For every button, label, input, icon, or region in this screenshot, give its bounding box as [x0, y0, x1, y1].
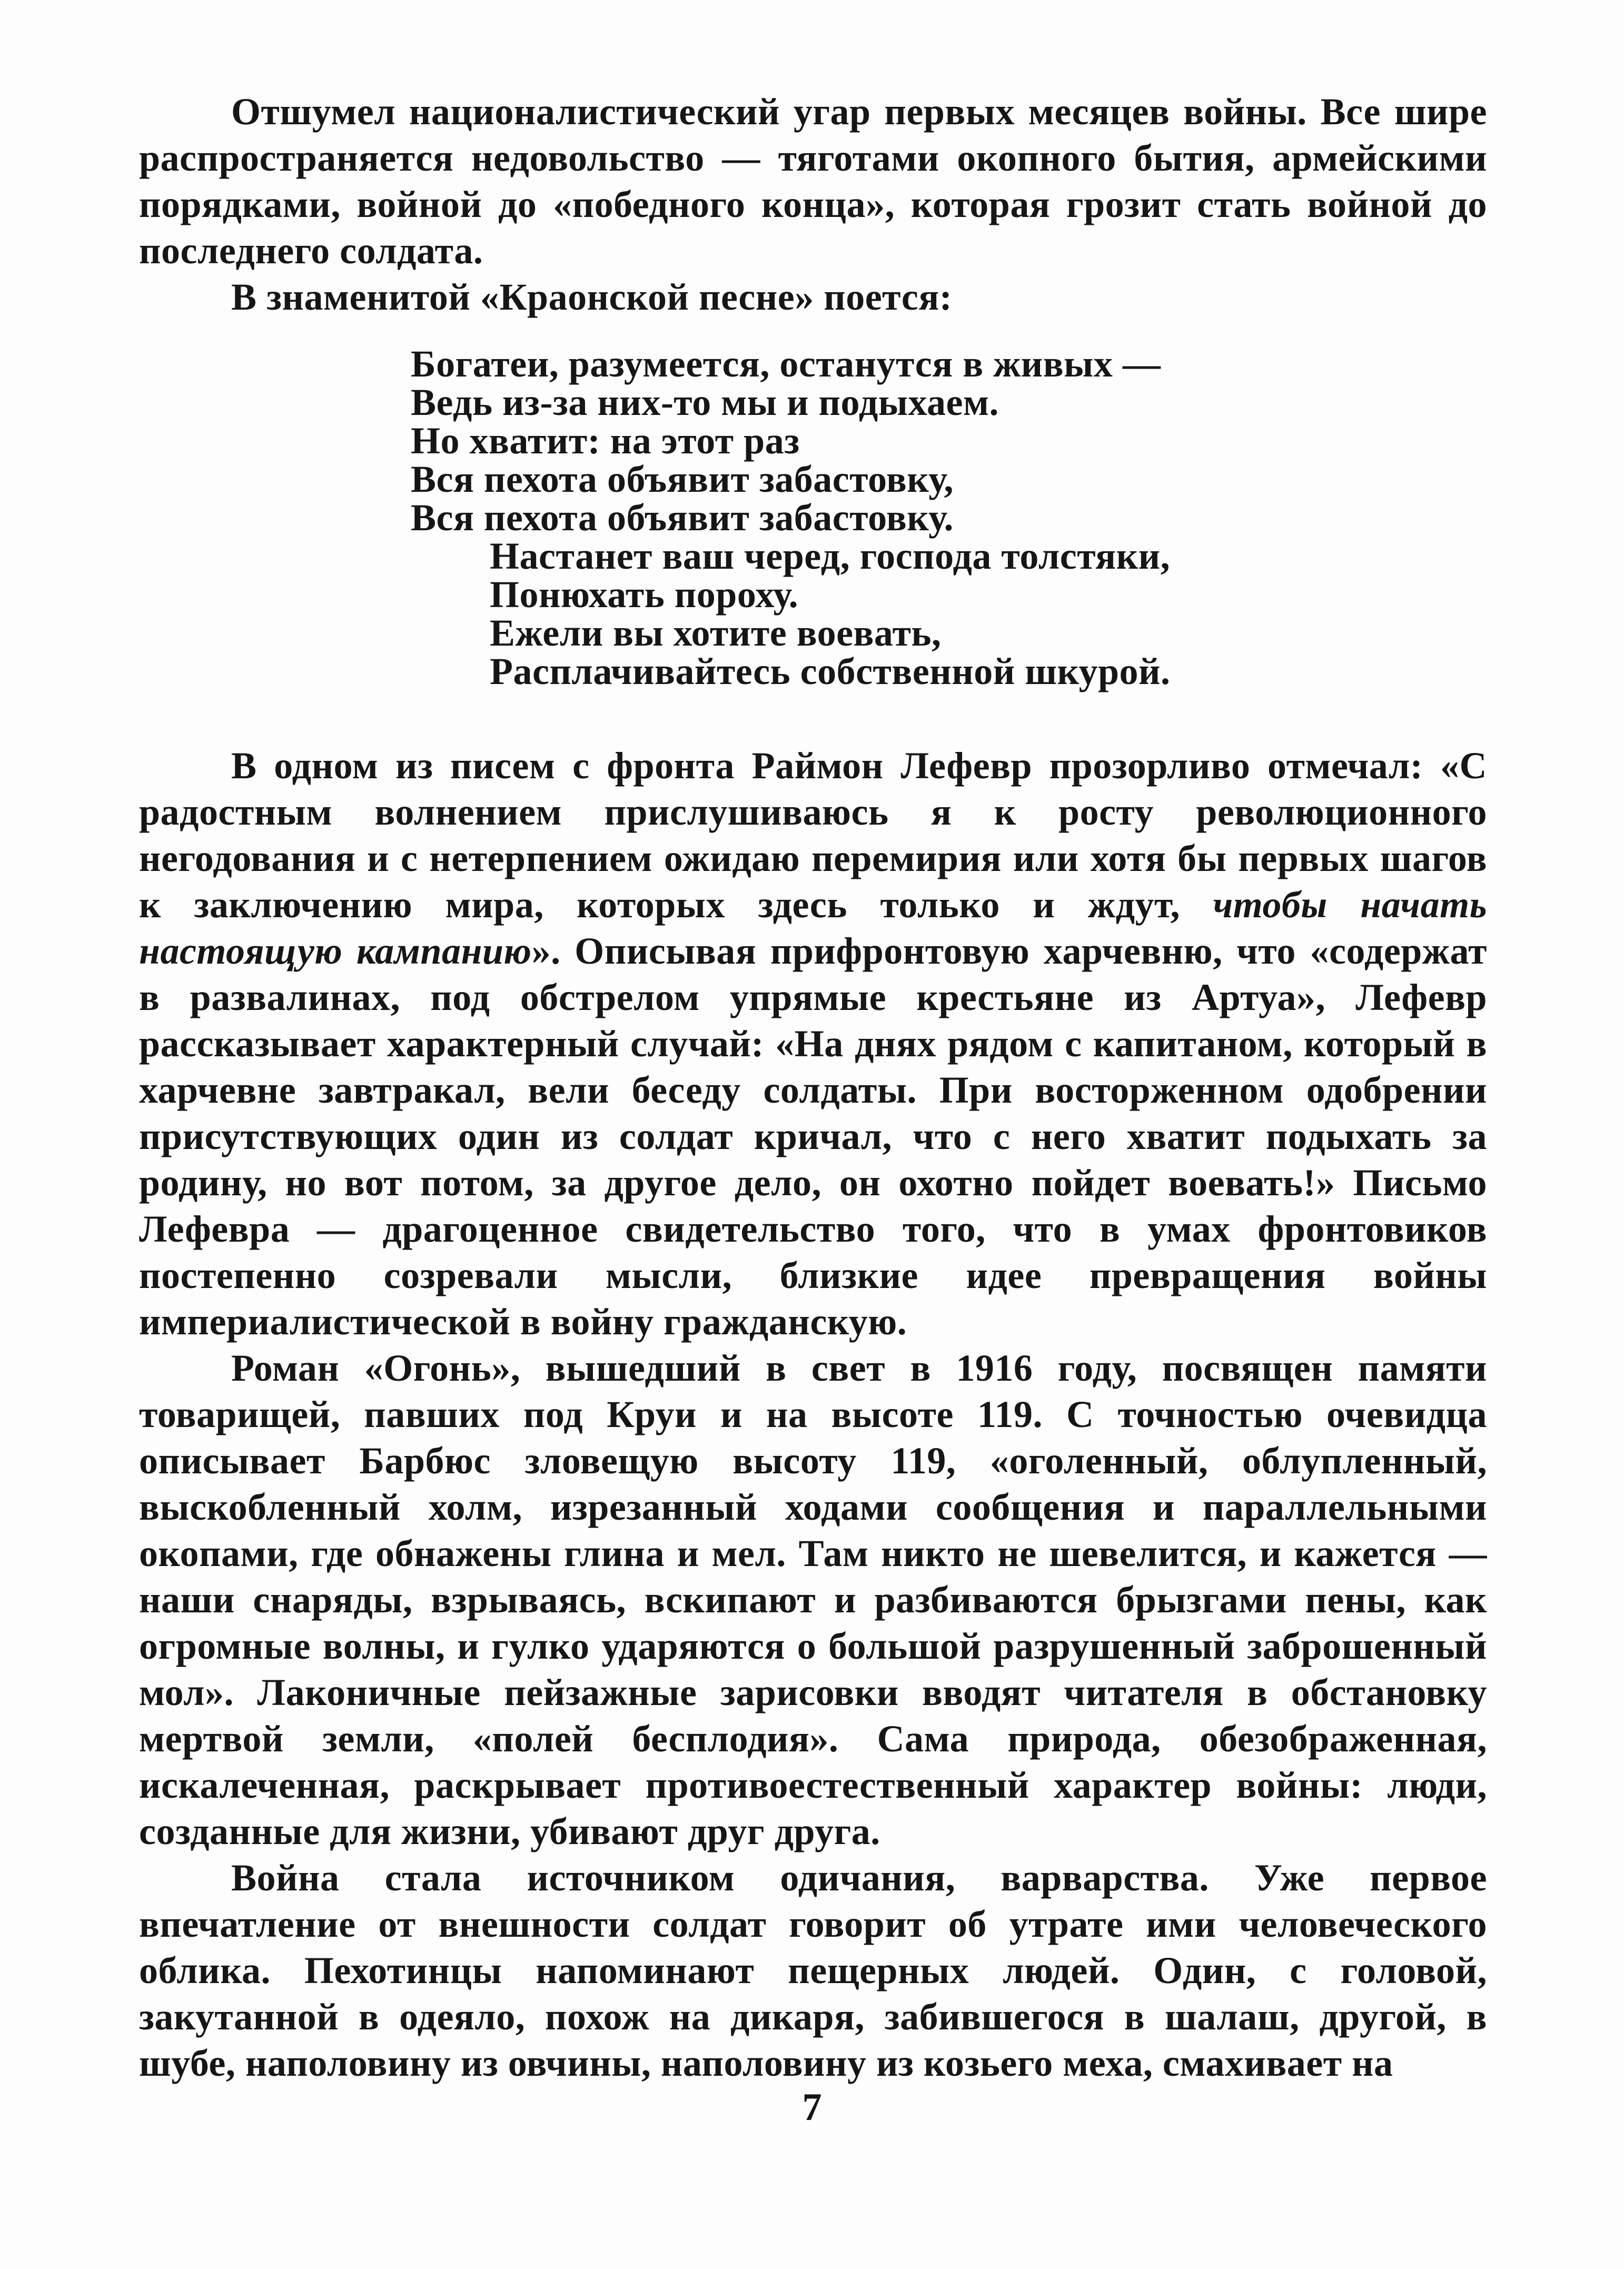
- paragraph-2: [139, 742, 1487, 1345]
- paragraph-2-italic: чтобы начать настоящую кампанию: [139, 884, 1487, 972]
- poem-line: Богатеи, разумеется, останутся в живых —: [411, 343, 1161, 385]
- poem-line: Вся пехота объявит забастовку,: [411, 458, 954, 500]
- main-text: [139, 742, 1487, 2086]
- page-number: 7: [802, 2086, 822, 2129]
- poem-line: Понюхать пороху.: [490, 573, 799, 616]
- paragraph-2-part-b: ». Описывая прифронтовую харчевню, что «содержат в развалинах, под обстрелом упрямые крестьяне из Артуа», Лефевр рассказывает характерный случай: «На днях рядом с капитаном, который в харчевне завтракал, вели беседу солдаты. При восторженном одобрении присутствующих один из солдат кричал, что с него хватит подыхать за родину, но вот потом, за другое дело, он охотно пойдет воевать!» Письмо Лефевра — драгоценное свидетельство того, что в умах фронтовиков постепенно созревали мысли, близкие идее превращения войны империалистической в войну гражданскую.: [139, 930, 1487, 1343]
- poem-line: Расплачивайтесь собственной шкурой.: [490, 650, 1171, 692]
- poem-line: Ведь из-за них-то мы и подыхаем.: [411, 381, 999, 423]
- paragraph-3: Роман «Огонь», вышедший в свет в 1916 году, посвящен памяти товарищей, павших под Круи и на высоте 119. С точностью очевидца описывает Барбюс зловещую высоту 119, «оголенный, облупленный, выскобленный холм, изрезанный ходами сообщения и параллельными окопами, где обнажены глина и мел. Там никто не шевелится, и кажется — наши снаряды, взрываясь, вскипают и разбиваются брызгами пены, как огромные волны, и гулко ударяются о большой разрушенный заброшенный мол». Лаконичные пейзажные зарисовки вводят читателя в обстановку мертвой земли, «полей бесплодия». Сама природа, обезображенная, искалеченная, раскрывает противоестественный характер войны: люди, созданные для жизни, убивают друг друга.: [139, 1347, 1487, 1852]
- poem-line: Вся пехота объявит забастовку.: [411, 497, 954, 539]
- top-text: [139, 88, 1487, 320]
- poem-line: Ежели вы хотите воевать,: [490, 612, 942, 654]
- paragraph-1: Отшумел националистический угар первых месяцев войны. Все шире распространяется недовольство — тяготами окопного бытия, армейскими порядками, войной до «победного конца», которая грозит стать войной до последнего солдата.: [139, 91, 1487, 272]
- poem: [411, 345, 1170, 691]
- poem-intro: В знаменитой «Краонской песне» поется:: [231, 276, 953, 318]
- paragraph-4: Война стала источником одичания, варварства. Уже первое впечатление от внешности солдат говорит об утрате ими человеческого облика. Пехотинцы напоминают пещерных людей. Один, с головой, закутанной в одеяло, похож на дикаря, забившегося в шалаш, другой, в шубе, наполовину из овчины, наполовину из козьего меха, смахивает на: [139, 1857, 1487, 2084]
- paragraph-2-part-a: В одном из писем с фронта Раймон Лефевр прозорливо отмечал: «С радостным волнением прислушиваюсь я к росту революционного негодования и с нетерпением ожидаю перемирия или хотя бы первых шагов к заключению мира, которых здесь только и ждут,: [139, 745, 1487, 926]
- poem-line: Настанет ваш черед, господа толстяки,: [490, 535, 1171, 577]
- poem-line: Но хватит: на этот раз: [411, 420, 800, 462]
